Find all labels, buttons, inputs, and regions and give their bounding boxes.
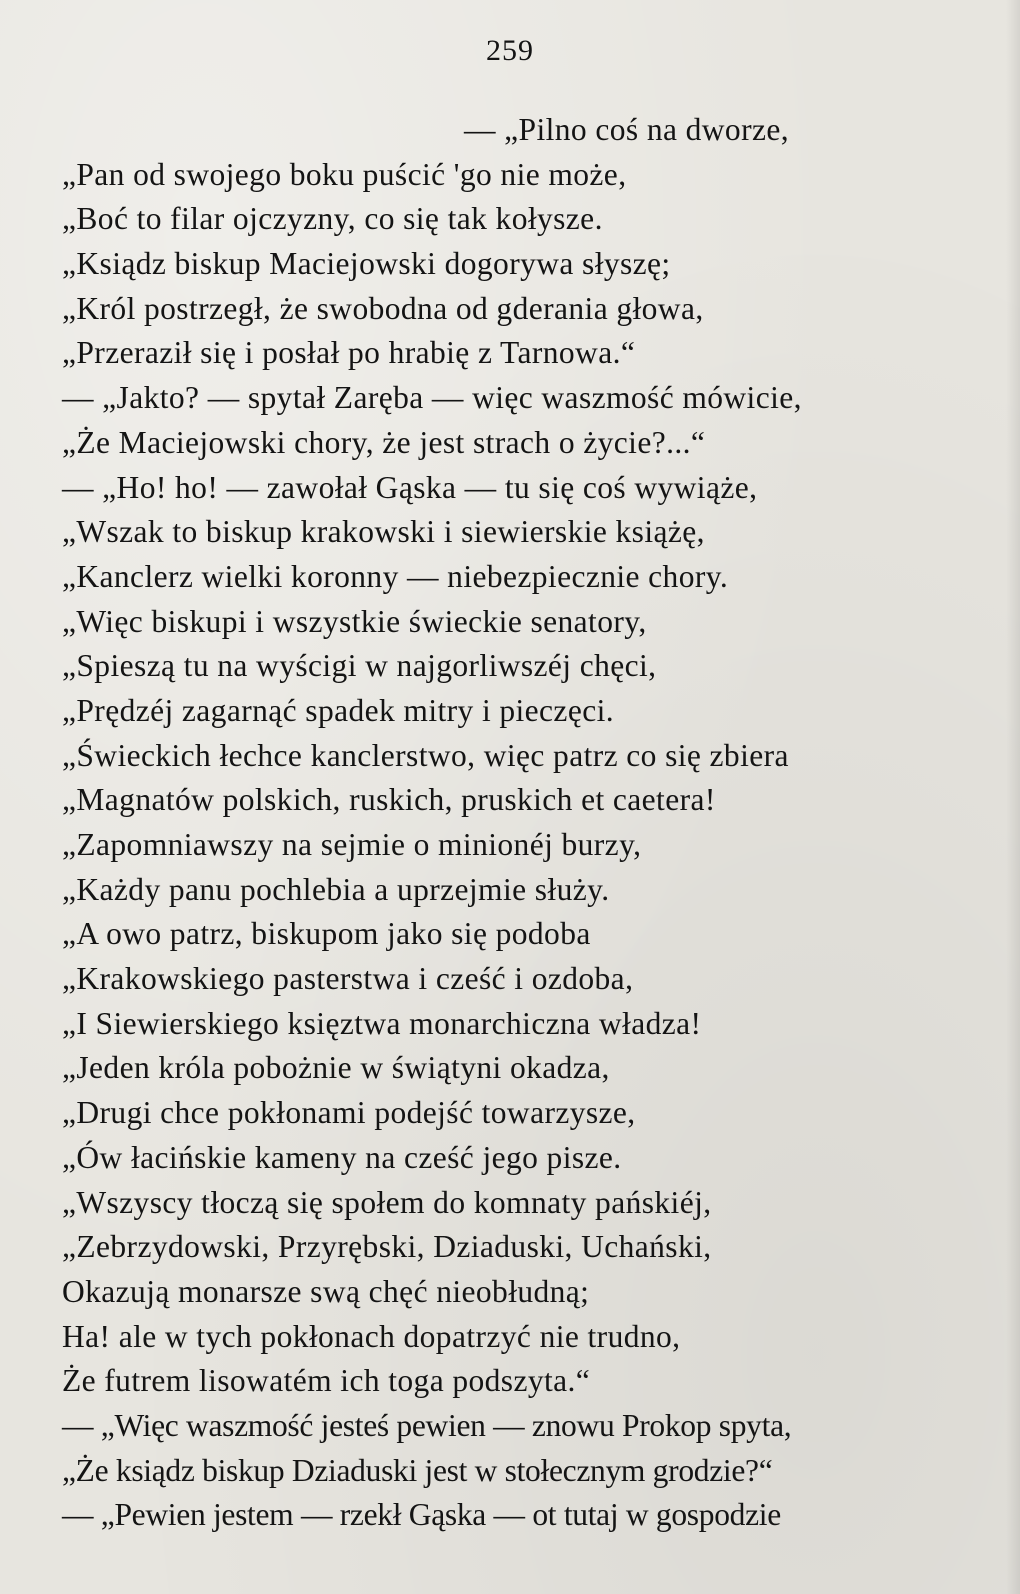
verse-line: „Magnatów polskich, ruskich, pruskich et caetera! [62,782,716,818]
verse-line: Okazują monarsze swą chęć nieobłudną; [62,1273,590,1309]
verse-line: — „Jakto? — spytał Zaręba — więc waszmość mówicie, [62,380,802,416]
verse-line: „Przeraził się i posłał po hrabię z Tarnowa.“ [62,335,636,371]
verse-line: „Że Maciejowski chory, że jest strach o życie?...“ [62,424,706,460]
page-number: 259 [486,34,534,67]
verse-line: „I Siewierskiego księztwa monarchiczna władza! [62,1005,702,1041]
verse-line: „Wszyscy tłoczą się społem do komnaty pańskiéj, [62,1184,712,1220]
verse-line: „Świeckich łechce kanclerstwo, więc patrz co się zbiera [62,737,789,773]
verse-line: „Boć to filar ojczyzny, co się tak kołysze. [62,201,603,237]
verse-line: „Ksiądz biskup Maciejowski dogorywa słyszę; [62,246,671,282]
verse-line: — „Więc waszmość jesteś pewien — znowu Prokop spyta, [62,1407,792,1443]
verse-line: — „Ho! ho! — zawołał Gąska — tu się coś wywiąże, [62,469,758,505]
verse-line: Że futrem lisowatém ich toga podszyta.“ [62,1363,591,1399]
verse-line: „Każdy panu pochlebia a uprzejmie służy. [62,871,610,907]
verse-line: „Krakowskiego pasterstwa i cześć i ozdoba, [62,961,634,997]
verse-line: „Jeden króla pobożnie w świątyni okadza, [62,1050,610,1086]
verse-line: „Król postrzegł, że swobodna od gderania głowa, [62,290,704,326]
verse-line: „Spieszą tu na wyścigi w najgorliwszéj chęci, [62,648,657,684]
verse-line: „Zebrzydowski, Przyrębski, Dziaduski, Uchański, [62,1229,712,1265]
verse-line: „Prędzéj zagarnąć spadek mitry i pieczęci. [62,692,615,728]
verse-line: „Więc biskupi i wszystkie świeckie senatory, [62,603,647,639]
verse-line: — „Pewien jestem — rzekł Gąska — ot tutaj w gospodzie [62,1497,781,1533]
verse-line: „Wszak to biskup krakowski i siewierskie książę, [62,514,705,550]
verse-line: „Ów łacińskie kameny na cześć jego pisze. [62,1139,622,1175]
verse-line: „Że ksiądz biskup Dziaduski jest w stołecznym grodzie?“ [62,1452,773,1488]
verse-line: „Zapomniawszy na sejmie o minionéj burzy, [62,827,642,862]
verse-line: „A owo patrz, biskupom jako się podoba [62,916,591,952]
verse-line: — „Pilno coś na dworze, [464,112,789,147]
verse-line: „Pan od swojego boku puścić 'go nie może, [62,156,627,192]
verse-line: „Kanclerz wielki koronny — niebezpiecznie chory. [62,558,729,594]
verse-block [62,108,962,1538]
verse-line: „Drugi chce pokłonami podejść towarzysze, [62,1095,636,1131]
page-edge-shadow [1006,0,1020,1594]
verse-line: Ha! ale w tych pokłonach dopatrzyć nie trudno, [62,1318,681,1354]
